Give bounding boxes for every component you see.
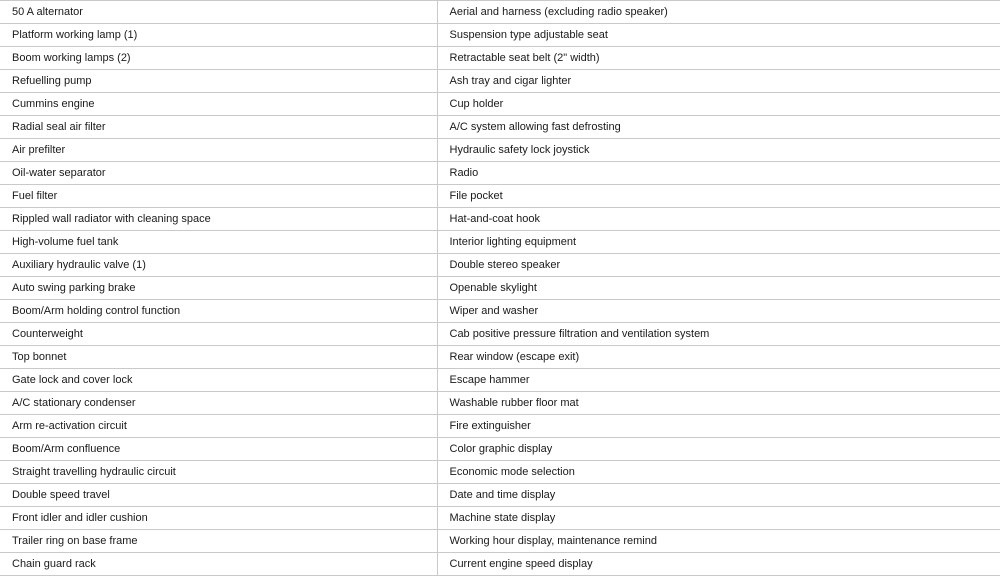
table-row	[0, 93, 1000, 116]
equipment-item-left: Double speed travel	[0, 484, 437, 507]
table-row	[0, 507, 1000, 530]
equipment-item-left: Straight travelling hydraulic circuit	[0, 461, 437, 484]
equipment-item-right: Suspension type adjustable seat	[437, 24, 1000, 47]
equipment-item-right: Fire extinguisher	[437, 415, 1000, 438]
table-row	[0, 530, 1000, 553]
table-row	[0, 277, 1000, 300]
equipment-item-left: Refuelling pump	[0, 70, 437, 93]
table-row	[0, 162, 1000, 185]
equipment-item-right: Openable skylight	[437, 277, 1000, 300]
table-row	[0, 47, 1000, 70]
table-row	[0, 369, 1000, 392]
table-row	[0, 484, 1000, 507]
equipment-item-right: Color graphic display	[437, 438, 1000, 461]
equipment-item-right: Aerial and harness (excluding radio speaker)	[437, 1, 1000, 24]
table-row	[0, 70, 1000, 93]
equipment-item-right: Ash tray and cigar lighter	[437, 70, 1000, 93]
equipment-item-left: Counterweight	[0, 323, 437, 346]
equipment-item-right: Date and time display	[437, 484, 1000, 507]
equipment-item-left: Oil-water separator	[0, 162, 437, 185]
equipment-item-right: Working hour display, maintenance remind	[437, 530, 1000, 553]
equipment-item-left: Boom working lamps (2)	[0, 47, 437, 70]
table-row	[0, 208, 1000, 231]
equipment-item-right: Machine state display	[437, 507, 1000, 530]
table-row	[0, 392, 1000, 415]
equipment-item-left: Air prefilter	[0, 139, 437, 162]
equipment-item-left: Chain guard rack	[0, 553, 437, 576]
table-row	[0, 254, 1000, 277]
equipment-item-right: A/C system allowing fast defrosting	[437, 116, 1000, 139]
table-row	[0, 139, 1000, 162]
equipment-item-left: Radial seal air filter	[0, 116, 437, 139]
equipment-item-left: Boom/Arm holding control function	[0, 300, 437, 323]
equipment-item-left: A/C stationary condenser	[0, 392, 437, 415]
equipment-item-right: Cup holder	[437, 93, 1000, 116]
table-row	[0, 438, 1000, 461]
equipment-item-left: Fuel filter	[0, 185, 437, 208]
equipment-item-right: Hydraulic safety lock joystick	[437, 139, 1000, 162]
equipment-table-body	[0, 1, 1000, 576]
table-row	[0, 553, 1000, 576]
equipment-item-right: Washable rubber floor mat	[437, 392, 1000, 415]
table-row	[0, 231, 1000, 254]
equipment-item-right: Interior lighting equipment	[437, 231, 1000, 254]
table-row	[0, 346, 1000, 369]
table-row	[0, 461, 1000, 484]
equipment-item-left: Rippled wall radiator with cleaning space	[0, 208, 437, 231]
equipment-item-right: Rear window (escape exit)	[437, 346, 1000, 369]
equipment-item-right: Economic mode selection	[437, 461, 1000, 484]
equipment-item-left: High-volume fuel tank	[0, 231, 437, 254]
table-row	[0, 116, 1000, 139]
equipment-item-left: Cummins engine	[0, 93, 437, 116]
equipment-item-left: Top bonnet	[0, 346, 437, 369]
equipment-item-left: Platform working lamp (1)	[0, 24, 437, 47]
equipment-item-left: Auto swing parking brake	[0, 277, 437, 300]
table-row	[0, 300, 1000, 323]
equipment-item-left: Trailer ring on base frame	[0, 530, 437, 553]
equipment-item-left: Gate lock and cover lock	[0, 369, 437, 392]
equipment-item-right: Retractable seat belt (2" width)	[437, 47, 1000, 70]
equipment-item-left: Boom/Arm confluence	[0, 438, 437, 461]
equipment-item-right: Wiper and washer	[437, 300, 1000, 323]
table-row	[0, 415, 1000, 438]
equipment-item-right: Double stereo speaker	[437, 254, 1000, 277]
equipment-item-right: Cab positive pressure filtration and ventilation system	[437, 323, 1000, 346]
equipment-item-left: Arm re-activation circuit	[0, 415, 437, 438]
table-row	[0, 185, 1000, 208]
table-row	[0, 323, 1000, 346]
table-row	[0, 1, 1000, 24]
equipment-item-right: File pocket	[437, 185, 1000, 208]
equipment-item-left: 50 A alternator	[12, 6, 83, 18]
equipment-item-right: Escape hammer	[437, 369, 1000, 392]
equipment-item-right: Radio	[437, 162, 1000, 185]
equipment-item-right: Hat-and-coat hook	[437, 208, 1000, 231]
table-row	[0, 24, 1000, 47]
equipment-item-left: Auxiliary hydraulic valve (1)	[0, 254, 437, 277]
equipment-item-right: Current engine speed display	[437, 553, 1000, 576]
equipment-item-left: Front idler and idler cushion	[0, 507, 437, 530]
